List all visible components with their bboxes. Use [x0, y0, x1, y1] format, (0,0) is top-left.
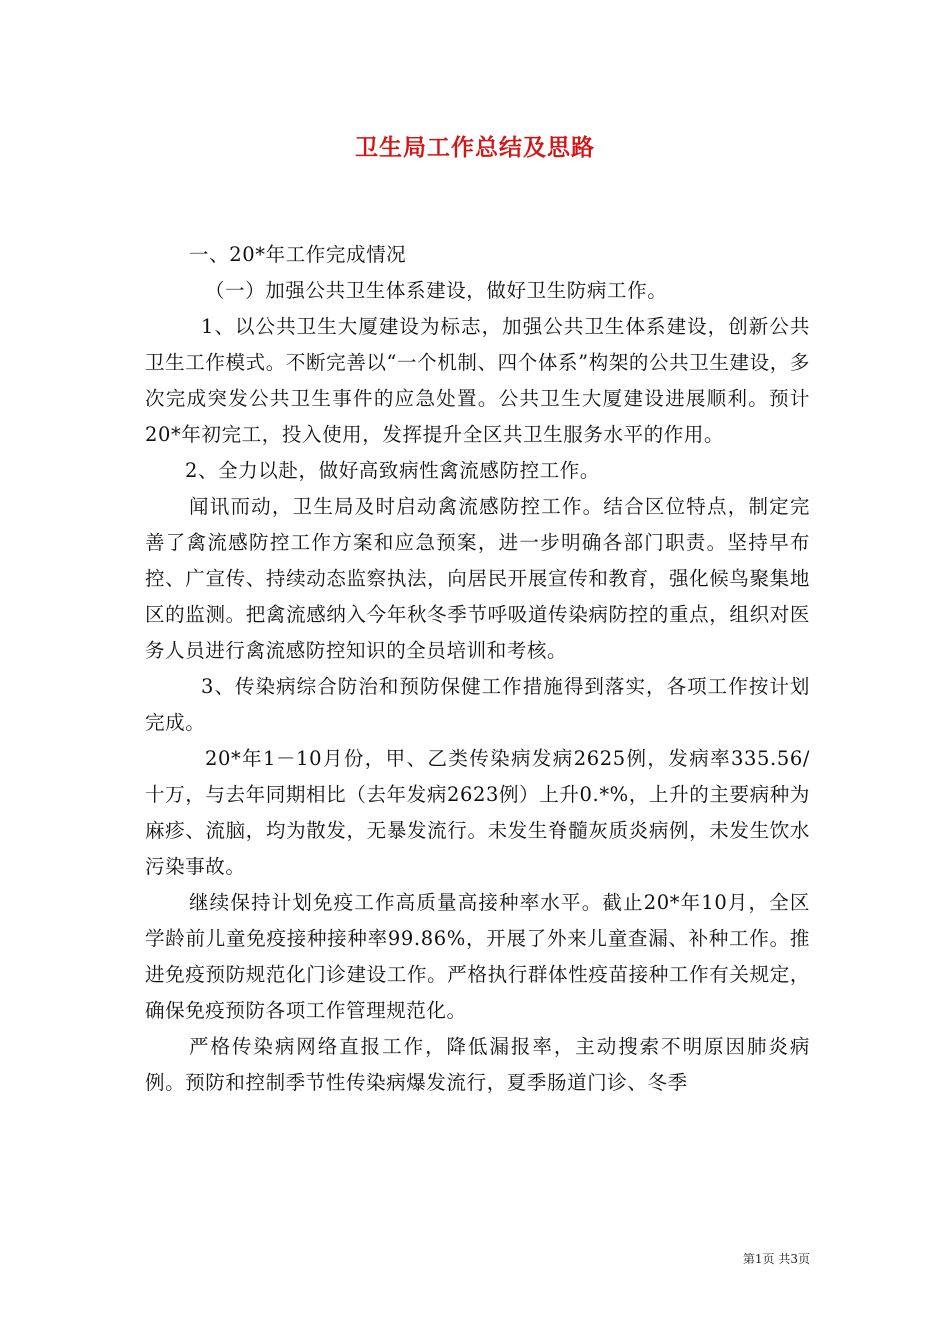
paragraph-item-3: 3、传染病综合防治和预防保健工作措施得到落实，各项工作按计划完成。	[145, 675, 810, 734]
page-number: 第1页 共3页	[742, 1252, 810, 1266]
paragraph-immunization: 继续保持计划免疫工作高质量高接种率水平。截止20*年10月，全区学龄前儿童免疫接种接种率99.86%，开展了外来儿童查漏、补种工作。推进免疫预防规范化门诊建设工作。严格执行群体性疫苗接种工作有关规定，确保免疫预防各项工作管理规范化。	[145, 891, 810, 1022]
paragraph-reporting: 严格传染病网络直报工作，降低漏报率，主动搜索不明原因肺炎病例。预防和控制季节性传染病爆发流行，夏季肠道门诊、冬季	[145, 1035, 810, 1094]
subsection-heading: （一）加强公共卫生体系建设，做好卫生防病工作。	[205, 279, 668, 302]
section-heading: 一、20*年工作完成情况	[189, 243, 407, 266]
document-body	[145, 237, 810, 1101]
paragraph-item-2: 2、全力以赴，做好高致病性禽流感防控工作。	[185, 459, 601, 482]
document-title: 卫生局工作总结及思路	[355, 134, 595, 161]
paragraph-bird-flu: 闻讯而动，卫生局及时启动禽流感防控工作。结合区位特点，制定完善了禽流感防控工作方案和应急预案，进一步明确各部门职责。坚持早布控、广宣传、持续动态监察执法，向居民开展宣传和教育，强化候鸟聚集地区的监测。把禽流感纳入今年秋冬季节呼吸道传染病防控的重点，组织对医务人员进行禽流感防控知识的全员培训和考核。	[145, 495, 810, 662]
paragraph-item-1: 1、以公共卫生大厦建设为标志，加强公共卫生体系建设，创新公共卫生工作模式。不断完善以“一个机制、四个体系”构架的公共卫生建设，多次完成突发公共卫生事件的应急处置。公共卫生大厦建设进展顺利。预计20*年初完工，投入使用，发挥提升全区共卫生服务水平的作用。	[145, 315, 810, 446]
paragraph-statistics: 20*年1－10月份，甲、乙类传染病发病2625例，发病率335.56/十万，与去年同期相比（去年发病2623例）上升0.*%，上升的主要病种为麻疹、流脑，均为散发，无暴发流行。未发生脊髓灰质炎病例，未发生饮水污染事故。	[145, 747, 810, 878]
